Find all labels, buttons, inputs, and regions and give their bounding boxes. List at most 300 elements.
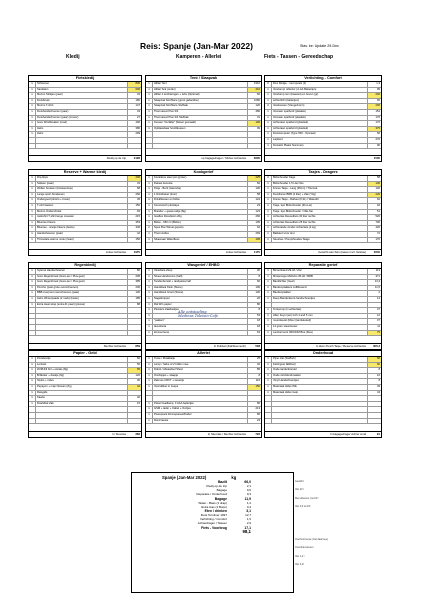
item-weight: 82 xyxy=(127,357,141,362)
item-weight: 50 xyxy=(127,363,141,368)
item-count: 1 xyxy=(29,280,36,285)
item-name: Helm xyxy=(37,132,44,136)
item-count: 1 xyxy=(29,193,36,198)
item-count: 1 xyxy=(265,238,272,243)
item-weight: 100 xyxy=(367,187,381,192)
item-count: 1 xyxy=(29,226,36,231)
summary-note: Overdruk kleuren xyxy=(295,546,314,550)
item-weight xyxy=(127,419,141,424)
item-name: Brander + gasse tabje (8g) xyxy=(154,209,186,213)
item-name: Zonnecreme xyxy=(154,330,170,334)
summary-label: Achterdrager / Tassen xyxy=(197,521,227,526)
item-weight: 25 xyxy=(247,357,261,362)
list-item xyxy=(29,331,141,337)
item-weight: 45 xyxy=(127,198,141,203)
block-total-label: Linker Achtertas xyxy=(105,250,126,254)
item-count xyxy=(265,402,272,407)
item-count: 1 xyxy=(146,280,153,285)
block-rows xyxy=(265,176,381,243)
item-weight: 299 xyxy=(127,132,141,137)
item-weight: 80 xyxy=(247,303,261,308)
summary-note: Van 3,2l xyxy=(295,562,304,566)
item-weight: 180 xyxy=(127,99,141,104)
item-count: 1 xyxy=(29,121,36,126)
summary-label: Eten / drinken xyxy=(204,508,227,513)
block-total xyxy=(265,249,381,255)
item-name: Merino T-shirt xyxy=(37,104,54,108)
block-total-value: 1175 xyxy=(253,250,260,254)
item-weight: 100 xyxy=(247,187,261,192)
item-name: Jackshirt T-shirt lange mouwen xyxy=(37,215,74,219)
item-count: 1 xyxy=(146,182,153,187)
block-title: Verlichting - Comfort xyxy=(265,76,381,82)
item-weight: 65 xyxy=(127,368,141,373)
block-total xyxy=(146,249,261,255)
item-name: Vloeibare Zeep xyxy=(154,269,173,272)
item-name: Bidonhouder Kage xyxy=(273,176,296,179)
block-total-label: In Dubbel (Zak/bisemenh) xyxy=(213,344,246,348)
item-name: Bandenplakkers zelfklevend xyxy=(273,285,307,289)
item-name: Kussen "Fertiklip" (fietser gemaakt) xyxy=(154,121,196,125)
item-name: Lange sport broekenen xyxy=(37,192,65,196)
item-name xyxy=(153,138,247,143)
item-weight: 86 xyxy=(247,413,261,418)
block-title: Regenkledij xyxy=(29,263,141,269)
item-weight xyxy=(127,407,141,412)
item-weight: 100 xyxy=(247,286,261,291)
item-name: BBB overpoot overschoenen (paar) xyxy=(37,291,80,295)
summary-label: Bagage xyxy=(216,488,227,493)
item-count: 1 xyxy=(29,127,36,132)
item-name: Fietsslot Plaats Nummers xyxy=(273,143,304,147)
item-name: Drinkflessen en bidon xyxy=(154,198,180,202)
item-count: 1 xyxy=(29,357,36,362)
item-count: 1 xyxy=(146,413,153,418)
item-weight: 13,3 xyxy=(367,280,381,285)
item-name: Fietscomputer (Type 500 - Opmaat) xyxy=(273,132,316,136)
item-name xyxy=(36,413,127,418)
item-weight: 50 xyxy=(367,132,381,137)
item-name: Stuurtas / Pompthoudes Stage xyxy=(273,237,310,241)
block-total xyxy=(265,343,381,349)
item-name: Helm Winterpaade (2 mals) (beste) xyxy=(37,296,79,300)
item-weight: 43 xyxy=(127,110,141,115)
item-count: 1 xyxy=(265,138,272,143)
summary-value: 66,0 xyxy=(244,480,251,484)
list-item xyxy=(146,144,261,150)
item-name: Lambermont ISNOOM Boe (Fles) xyxy=(273,330,313,334)
item-count: 1 xyxy=(146,291,153,296)
block-total-value: 91 xyxy=(376,432,380,436)
block-rows xyxy=(146,82,261,149)
block-kookgerief xyxy=(145,169,262,256)
item-weight: 225 xyxy=(247,176,261,181)
item-weight xyxy=(367,402,381,407)
block-allerlei xyxy=(145,350,262,438)
item-weight: 190 xyxy=(247,121,261,126)
item-name: Pijne olie (Staffork) xyxy=(273,357,296,360)
item-name: Kaarte xyxy=(37,396,45,400)
item-weight: 8 xyxy=(247,275,261,280)
item-weight: 88 xyxy=(127,303,141,308)
item-count: 1 xyxy=(29,379,36,384)
item-weight xyxy=(367,396,381,401)
block-regenkledij xyxy=(28,262,142,350)
item-name: Handdoek Groot (Stone) xyxy=(154,291,184,295)
item-name: Bluezee - oranje Fleece (beste) xyxy=(37,226,75,230)
item-name: Minipompje Michelin 35-40 / BRB xyxy=(273,274,313,278)
item-name: "pakken" xyxy=(154,319,165,323)
item-name: Achterlicht (batterijen) xyxy=(273,98,300,102)
item-weight: 480 xyxy=(247,110,261,115)
item-count xyxy=(265,407,272,412)
item-count: 1 xyxy=(265,232,272,237)
item-name: Pleisters Zakdoekjes xyxy=(154,308,179,312)
item-weight: 18 xyxy=(247,325,261,330)
item-name: Achtertas Deuselfans 25 liter rechts xyxy=(273,220,316,224)
item-count xyxy=(29,144,36,149)
item-name: Thermarest Plus 3/4 xyxy=(154,109,179,113)
block-title: Reparatie gerief xyxy=(265,263,381,269)
item-weight xyxy=(127,138,141,143)
block-rows xyxy=(265,357,381,424)
item-name xyxy=(272,413,367,418)
item-weight: 72 xyxy=(367,232,381,237)
item-weight: 195 xyxy=(247,238,261,243)
item-weight: 700 xyxy=(367,221,381,226)
item-name: Materiaal Hidex Geip xyxy=(273,390,299,394)
item-count: 1 xyxy=(29,286,36,291)
summary-note: Overhoot tenue (met daarmee) xyxy=(295,538,328,542)
item-count: 1 xyxy=(146,238,153,243)
item-weight: 51 xyxy=(367,210,381,215)
item-count xyxy=(265,419,272,424)
item-weight: 86 xyxy=(247,368,261,373)
item-count: 1 xyxy=(29,238,36,243)
item-count xyxy=(29,325,36,330)
item-name: Gore Windbreaker (rood) xyxy=(37,121,67,125)
item-count xyxy=(146,138,153,143)
item-count: 1 xyxy=(29,104,36,109)
item-weight: 270 xyxy=(367,138,381,143)
item-count xyxy=(146,391,153,396)
item-count: 1 xyxy=(146,127,153,132)
item-count xyxy=(29,138,36,143)
list-item xyxy=(265,238,381,244)
item-count: 1 xyxy=(146,319,153,324)
item-count: 1 xyxy=(146,93,153,98)
item-weight: 130 xyxy=(247,291,261,296)
item-name: Tasje, kpo Bidonhouder (Zin-Lei) xyxy=(273,203,312,207)
item-weight: 346 xyxy=(127,226,141,231)
block-total-value: 1530 xyxy=(373,156,380,160)
item-name: Vooraan spatbord (plastiek) xyxy=(273,115,306,119)
item-name: Achteraan spatbord (plastiek) xyxy=(273,126,309,130)
block-total-label: Linker Achtertas xyxy=(225,250,246,254)
item-name: Tandenborstel + tandpasta half xyxy=(154,280,191,284)
item-name: Lamp / halve of 2 brillen mee xyxy=(154,362,189,366)
block-total-value: 508 xyxy=(255,344,260,348)
list-item xyxy=(29,238,141,244)
item-weight: 213 xyxy=(247,407,261,412)
item-count: 1 xyxy=(146,419,153,424)
block-total-value: 1975 xyxy=(133,250,140,254)
item-count: 1 xyxy=(265,314,272,319)
item-count: 1 xyxy=(146,82,153,87)
block-total xyxy=(29,155,141,161)
summary-note: Van 2,0 tot 10l xyxy=(295,504,311,508)
summary-rows xyxy=(132,480,293,534)
item-name: Ral WC-papier xyxy=(154,302,172,306)
item-weight xyxy=(247,396,261,401)
item-name: Voorlamp/ reflector (A-AA Batterijen) xyxy=(273,87,317,91)
item-weight: 116 xyxy=(247,379,261,384)
summary-row xyxy=(132,530,293,534)
item-weight: 86 xyxy=(247,402,261,407)
item-count: 1 xyxy=(146,357,153,362)
item-name xyxy=(272,396,367,401)
item-count: 1 xyxy=(146,116,153,121)
item-weight: 15 xyxy=(127,402,141,407)
block-rows xyxy=(29,269,141,336)
item-count: 1 xyxy=(29,182,36,187)
item-count xyxy=(265,413,272,418)
item-count: 1 xyxy=(265,325,272,330)
summary-title: Spanje (Jan-Mar 2022) kg xyxy=(162,475,237,480)
item-count: 1 xyxy=(29,374,36,379)
item-count: 1 xyxy=(265,374,272,379)
list-item xyxy=(265,144,381,150)
item-weight: 170 xyxy=(367,238,381,243)
item-count: 1 xyxy=(146,269,153,274)
item-weight: 40 xyxy=(127,396,141,401)
item-weight: 353 xyxy=(127,221,141,226)
summary-value: 98,1 xyxy=(242,528,251,534)
item-count: 1 xyxy=(265,363,272,368)
item-count: 1 xyxy=(146,215,153,220)
item-weight: 11,5 xyxy=(367,286,381,291)
item-count: 1 xyxy=(265,226,272,231)
item-count: 1 xyxy=(265,308,272,313)
item-weight: 830 xyxy=(127,82,141,87)
item-count: 1 xyxy=(29,303,36,308)
item-weight: 200 xyxy=(367,93,381,98)
block-total-value: 859 xyxy=(135,344,140,348)
item-weight: 113 xyxy=(367,269,381,274)
item-weight: 260 xyxy=(127,193,141,198)
item-name: Voorstikker in Jeepe xyxy=(154,384,179,388)
item-count: 1 xyxy=(29,275,36,280)
item-weight: 380 xyxy=(127,127,141,132)
item-weight: 92 xyxy=(367,198,381,203)
item-count: 0 xyxy=(265,82,272,87)
item-weight: 37 xyxy=(367,319,381,324)
item-weight: 130 xyxy=(127,291,141,296)
item-weight: 200 xyxy=(127,176,141,181)
item-name: Voetkussen (Vleugelvorm) xyxy=(273,104,305,108)
item-name xyxy=(36,407,127,412)
block-total-label: In Stuurtas xyxy=(112,432,126,436)
block-total-value: 726 xyxy=(255,432,260,436)
item-weight: 371 xyxy=(367,275,381,280)
block-total xyxy=(146,431,261,437)
item-count: 1 xyxy=(29,363,36,368)
item-name xyxy=(153,396,247,401)
block-title: Allerlei xyxy=(146,351,261,357)
item-count: 1 xyxy=(29,110,36,115)
item-name: Deksel kooosta xyxy=(154,181,173,185)
item-count: 1 xyxy=(265,93,272,98)
item-name: Allen Keys (set) Inch 4 and 5 mm xyxy=(273,313,313,317)
block-tent-slaapzak xyxy=(145,75,262,162)
list-item xyxy=(146,419,261,425)
block-tasjes-dragers xyxy=(264,169,382,256)
item-name: Tuwe / Muakkatje xyxy=(154,357,175,360)
block-rows xyxy=(265,269,381,336)
item-weight: 56 xyxy=(247,93,261,98)
item-weight: 30 xyxy=(127,379,141,384)
block-total-label: Gewicht aan fiets (tassen incl. fietstas) xyxy=(318,250,366,254)
item-name: Hilltar Tent xyxy=(154,82,167,85)
handwritten-note: Medinas Toleisin-Cofe xyxy=(178,314,219,318)
item-count xyxy=(29,314,36,319)
item-count: 1 xyxy=(29,396,36,401)
column-heading-fiets: Fiets - Tassen - Gereedschap xyxy=(264,54,334,60)
item-name xyxy=(36,314,127,319)
item-weight: 210 xyxy=(247,88,261,93)
item-count: 2 xyxy=(265,176,272,181)
item-weight: 8 xyxy=(367,368,381,373)
item-weight: 400 xyxy=(127,121,141,126)
item-count: 1 xyxy=(29,210,36,215)
block-total xyxy=(29,431,141,437)
item-weight xyxy=(127,413,141,418)
item-weight: 23 xyxy=(247,419,261,424)
item-count: 1 xyxy=(265,110,272,115)
item-weight: 176 xyxy=(367,116,381,121)
item-count: 2 xyxy=(265,104,272,109)
block-total-label: In Stuurtas / Rechter Achtertas xyxy=(207,432,246,436)
item-count: 1 xyxy=(29,269,36,274)
item-count: 1 xyxy=(265,269,272,274)
summary-label: Fiets - Voorbrug xyxy=(201,525,227,530)
item-weight: 385 xyxy=(127,280,141,285)
item-weight: 12 xyxy=(367,314,381,319)
item-count: 1 xyxy=(146,308,153,313)
item-weight xyxy=(127,308,141,313)
item-name: Poncho (past grote overschoenen) xyxy=(37,285,79,289)
item-count: 1 xyxy=(29,385,36,390)
summary-value: 1,5 xyxy=(246,517,251,522)
item-name: Zakmes CRKT + tweertje xyxy=(154,379,185,383)
summary-note: Van 20 l xyxy=(295,488,304,492)
item-name: Voorlamp rem (kweetet) en boven (gr) xyxy=(273,93,319,97)
item-name: Opblaasbaar hoofdkussen xyxy=(154,126,186,130)
summary-label: Kledij op de trip xyxy=(206,484,227,489)
item-count: 1 xyxy=(265,187,272,192)
item-weight: 520 xyxy=(367,215,381,220)
item-name: Sokken (paar) xyxy=(37,181,54,185)
item-name: Handschoenen (paar) xyxy=(37,231,63,235)
summary-notes xyxy=(295,478,365,569)
item-count: 1 xyxy=(146,104,153,109)
item-name: Sandalen xyxy=(37,87,49,91)
item-name: Reisgids xyxy=(37,390,48,394)
item-weight xyxy=(127,325,141,330)
item-count: 1 xyxy=(146,407,153,412)
summary-value: 9,5 xyxy=(246,488,251,493)
item-count: 1 xyxy=(146,374,153,379)
item-weight xyxy=(367,419,381,424)
item-name: Potje - Bord (Gamsha) xyxy=(154,187,181,191)
item-count: 1 xyxy=(265,286,272,291)
item-weight: 8 xyxy=(247,374,261,379)
block-rows xyxy=(29,357,141,424)
item-name: Brilkoker + doekje (6g) xyxy=(37,373,64,377)
item-count: 1 xyxy=(29,204,36,209)
item-count: 2 xyxy=(146,226,153,231)
block-reparatie xyxy=(264,262,382,350)
item-weight: 215 xyxy=(127,215,141,220)
summary-note xyxy=(295,519,365,527)
item-count: 1 xyxy=(146,363,153,368)
summary-value: 2,1 xyxy=(246,484,251,489)
block-papier-geld xyxy=(28,350,142,438)
item-name xyxy=(272,419,367,424)
block-rows xyxy=(265,82,381,149)
item-weight: 220 xyxy=(367,193,381,198)
item-weight: 90 xyxy=(367,144,381,149)
item-name: Fietshandschoenen (paar) xyxy=(37,109,69,113)
item-name: Thermosfles xyxy=(154,231,169,235)
item-weight: 31 xyxy=(247,116,261,121)
item-name: Kookdoos steel pot (groter) xyxy=(154,176,187,179)
item-name: Gasfles Dossfetsin 20g xyxy=(154,215,182,219)
item-weight: 120 xyxy=(247,104,261,109)
block-total-value: 2128 xyxy=(133,156,140,160)
item-weight: 147 xyxy=(127,104,141,109)
item-name: Flip-flops xyxy=(37,176,48,179)
item-count: 1 xyxy=(146,275,153,280)
item-count xyxy=(265,396,272,401)
item-weight xyxy=(127,144,141,149)
item-count xyxy=(146,396,153,401)
item-count xyxy=(29,413,36,418)
item-name: Lapttent xyxy=(273,137,283,141)
item-count: 1 xyxy=(265,121,272,126)
item-count: 1 xyxy=(146,193,153,198)
item-weight: 150 xyxy=(127,204,141,209)
item-weight: 33 xyxy=(127,182,141,187)
item-weight: 80 xyxy=(127,269,141,274)
item-weight: 75 xyxy=(367,331,381,336)
block-rows xyxy=(146,269,261,336)
item-weight: 33 xyxy=(127,93,141,98)
summary-note xyxy=(295,528,365,536)
item-name xyxy=(272,402,367,407)
block-title: Fietskledij xyxy=(29,76,141,82)
item-name: Kettingvet (Elkfout) xyxy=(273,362,296,366)
item-count xyxy=(29,308,36,313)
item-name xyxy=(272,303,367,308)
item-weight: 60 xyxy=(247,280,261,285)
item-name: Helm xyxy=(37,126,44,130)
item-weight: 185 xyxy=(127,297,141,302)
item-weight: 123 xyxy=(247,210,261,215)
list-item xyxy=(265,331,381,337)
block-rows xyxy=(29,82,141,149)
item-count: 1 xyxy=(265,280,272,285)
